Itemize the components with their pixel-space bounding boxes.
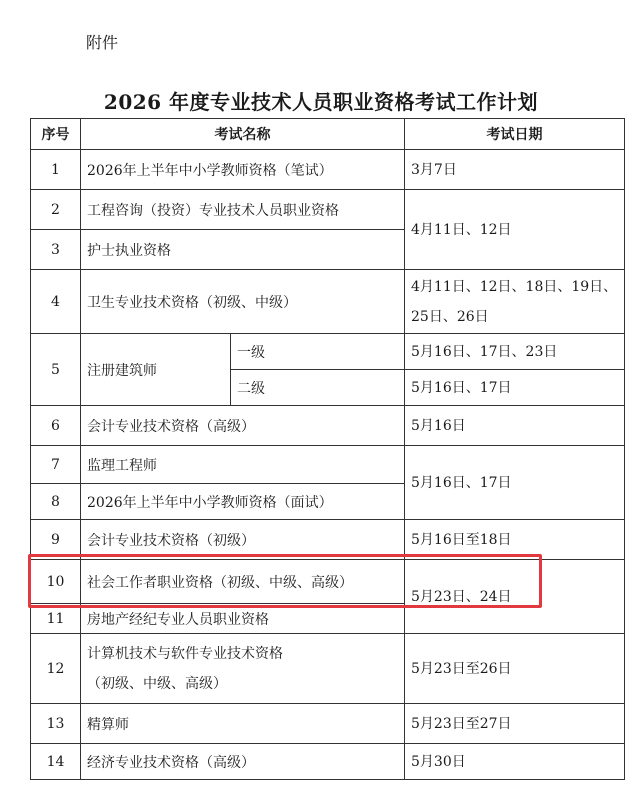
- date-line: 25日、26日: [411, 308, 489, 325]
- header-date: 考试日期: [405, 119, 625, 150]
- row-seq: 12: [31, 634, 81, 704]
- row-name: 监理工程师: [81, 446, 405, 484]
- row-seq: 10: [31, 560, 81, 604]
- row-name: 会计专业技术资格（初级）: [81, 520, 405, 560]
- table-row: [31, 520, 625, 560]
- table-row: [31, 334, 625, 370]
- table-row: [31, 270, 625, 334]
- row-subcategory: 一级: [231, 334, 405, 370]
- row-date: 3月7日: [405, 150, 625, 190]
- row-name: 经济专业技术资格（高级）: [81, 744, 405, 780]
- row-subcategory: 二级: [231, 370, 405, 406]
- row-name: 护士执业资格: [81, 230, 405, 270]
- row-name: 卫生专业技术资格（初级、中级）: [81, 270, 405, 334]
- row-date: 5月23日至27日: [405, 704, 625, 744]
- row-seq: 11: [31, 604, 81, 634]
- row-seq: 9: [31, 520, 81, 560]
- date-line: 4月11日、12日、18日、19日、: [411, 278, 618, 295]
- table-row: [31, 446, 625, 484]
- row-seq: 2: [31, 190, 81, 230]
- row-seq: 13: [31, 704, 81, 744]
- table-row: [31, 744, 625, 780]
- row-seq: 3: [31, 230, 81, 270]
- exam-plan-table: [30, 118, 625, 780]
- row-date: 5月16日、17日: [405, 446, 625, 520]
- row-seq: 6: [31, 406, 81, 446]
- row-date: 5月16日、17日、23日: [405, 334, 625, 370]
- row-date: 5月16日、17日: [405, 370, 625, 406]
- table-row: [31, 150, 625, 190]
- row-name: 2026年上半年中小学教师资格（笔试）: [81, 150, 405, 190]
- row-name: 2026年上半年中小学教师资格（面试）: [81, 484, 405, 520]
- row-name: [81, 634, 405, 704]
- row-date: 5月16日: [405, 406, 625, 446]
- row-name: 注册建筑师: [81, 334, 231, 406]
- row-date: [405, 270, 625, 334]
- table-header-row: [31, 119, 625, 150]
- row-date: 4月11日、12日: [405, 190, 625, 270]
- row-name: 精算师: [81, 704, 405, 744]
- name-line: （初级、中级、高级）: [87, 675, 227, 692]
- row-seq: 4: [31, 270, 81, 334]
- table-row: [31, 560, 625, 604]
- row-seq: 14: [31, 744, 81, 780]
- row-date: 5月30日: [405, 744, 625, 780]
- row-name: 社会工作者职业资格（初级、中级、高级）: [81, 560, 405, 604]
- table-row: [31, 704, 625, 744]
- row-name: 会计专业技术资格（高级）: [81, 406, 405, 446]
- table-row: [31, 190, 625, 230]
- header-name: 考试名称: [81, 119, 405, 150]
- row-date: 5月16日至18日: [405, 520, 625, 560]
- page-title: 2026 年度专业技术人员职业资格考试工作计划: [103, 90, 539, 114]
- row-seq: 1: [31, 150, 81, 190]
- row-seq: 5: [31, 334, 81, 406]
- name-line: 计算机技术与软件专业技术资格: [87, 645, 283, 662]
- row-date: 5月23日、24日: [405, 560, 625, 634]
- row-date: 5月23日至26日: [405, 634, 625, 704]
- row-name: 工程咨询（投资）专业技术人员职业资格: [81, 190, 405, 230]
- table-row: [31, 634, 625, 704]
- table-row: [31, 406, 625, 446]
- row-seq: 7: [31, 446, 81, 484]
- attachment-label: 附件: [86, 33, 119, 52]
- header-seq: 序号: [31, 119, 81, 150]
- row-seq: 8: [31, 484, 81, 520]
- row-name: 房地产经纪专业人员职业资格: [81, 604, 405, 634]
